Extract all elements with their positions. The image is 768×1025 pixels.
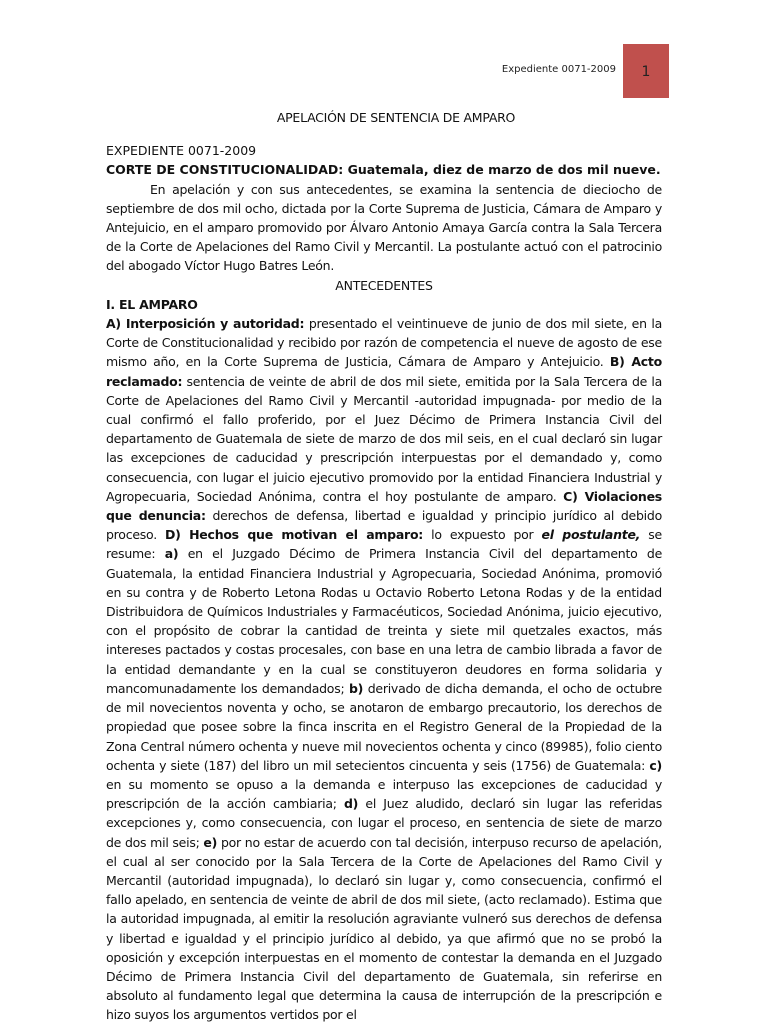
text-hechos: lo expuesto por: [423, 527, 542, 543]
sub-text-e: por no estar de acuerdo con tal decisión, interpuso recurso de apelación, el cual al ser conocido por la Sala Tercera de la Corte de Apelaciones del Ramo Civil y Mercantil (autoridad impugnada), lo declaró sin lugar y, como consecuencia, confirmó el fallo apelado, en sentencia de veinte de abril de dos mil siete, (acto reclamado). Estima que la autoridad impugnada, al emitir la resolución agraviante vulneró sus derechos de defensa y libertad e igualdad y el principio jurídico al debido, ya que afirmó que no se probó la oposición y excepción interpuestas en el momento de contestar la demanda en el Juzgado Décimo de Primera Instancia Civil del departamento de Guatemala, sin referirse en absoluto al fundamento legal que determina la causa de interrupción de la prescripción e hizo suyos los argumentos vertidos por el: [106, 834, 662, 1023]
antecedentes-heading: ANTECEDENTES: [335, 277, 433, 293]
text-hechos-resume: se resume:: [106, 527, 662, 562]
sub-text-d: el Juez aludido, declaró sin lugar las referidas excepciones y, como consecuencia, con lugar el proceso, en sentencia de siete de marzo de dos mil seis;: [106, 796, 662, 850]
sub-text-a: en el Juzgado Décimo de Primera Instancia Civil del departamento de Guatemala, la entidad Financiera Industrial y Agropecuaria, Sociedad Anónima, promovió en su contra y de Roberto Letona Rodas u Octavio Roberto Letona Rodas y de la entidad Distribuidora de Químicos Industriales y Farmacéuticos, Sociedad Anónima, juicio ejecutivo, con el propósito de cobrar la cantidad de treinta y siete mil quetzales exactos, más intereses pactados y costas procesales, con base en una letra de cambio librada a favor de la entidad demandante y en la cual se constituyeron deudores en forma solidaria y mancomunadamente los demandados;: [106, 546, 663, 696]
section-heading-el-amparo: I. EL AMPARO: [106, 296, 198, 312]
sub-label-d: d): [343, 796, 359, 812]
label-violaciones: C) Violaciones que denuncia:: [106, 488, 662, 524]
page-number: 1: [641, 64, 651, 80]
label-hechos: D) Hechos que motivan el amparo:: [165, 527, 424, 543]
label-interposicion: A) Interposición y autoridad:: [106, 316, 305, 332]
document-title: APELACIÓN DE SENTENCIA DE AMPARO: [276, 110, 516, 125]
intro-paragraph: En apelación y con sus antecedentes, se examina la sentencia de dieciocho de septiembre de dos mil ocho, dictada por la Corte Suprema de Justicia, Cámara de Amparo y Antejuicio, en el amparo promovido por Álvaro Antonio Amaya García contra la Sala Tercera de la Corte de Apelaciones del Ramo Civil y Mercantil. La postulante actuó con el patrocinio del abogado Víctor Hugo Batres León.: [106, 181, 662, 274]
sub-label-a: a): [164, 546, 179, 562]
sub-text-b: derivado de dicha demanda, el ocho de octubre de mil novecientos noventa y ocho, se anotaron de embargo precautorio, los derechos de propiedad que posee sobre la finca inscrita en el Registro General de la Propiedad de la Zona Central número ochenta y nueve mil novecientos ochenta y cinco (89985), folio ciento ochenta y siete (187) del libro un mil setecientos cincuenta y seis (1756) de Guatemala:: [106, 680, 662, 773]
header-expediente-reference: Expediente 0071-2009: [501, 64, 616, 75]
corte-date-line: CORTE DE CONSTITUCIONALIDAD: Guatemala, diez de marzo de dos mil nueve.: [106, 162, 661, 178]
sub-label-b: b): [348, 680, 364, 696]
sub-text-c: en su momento se opuso a la demanda e interpuso las excepciones de caducidad y prescripción de la acción cambiaria;: [106, 776, 662, 812]
text-violaciones: derechos de defensa, libertad e igualdad y principio jurídico al debido proceso.: [106, 508, 662, 543]
amparo-main-paragraph: [106, 314, 662, 1025]
document-body: [106, 108, 662, 1025]
label-acto-reclamado: B) Acto reclamado:: [106, 354, 662, 389]
expediente-line: EXPEDIENTE 0071-2009: [106, 143, 257, 159]
page-header: [0, 0, 768, 100]
label-el-postulante: el postulante,: [541, 527, 641, 543]
text-interposicion: presentado el veintinueve de junio de dos mil siete, en la Corte de Constitucionalidad y recibido por razón de competencia el nueve de agosto de ese mismo año, en la Corte Suprema de Justicia, Cámara de Amparo y Antejuicio.: [106, 316, 662, 370]
page-number-badge: [623, 44, 669, 98]
sub-label-c: c): [649, 757, 662, 773]
text-acto-reclamado: sentencia de veinte de abril de dos mil siete, emitida por la Sala Tercera de la Corte de Apelaciones del Ramo Civil y Mercantil -autoridad impugnada- por medio de la cual confirmó el fallo proferido, por el Juez Décimo de Primera Instancia Civil del departamento de Guatemala de siete de marzo de dos mil seis, en el cual declaró sin lugar las excepciones de caducidad y prescripción interpuestas por el demandado y, como consecuencia, con lugar el juicio ejecutivo promovido por la entidad Financiera Industrial y Agropecuaria, Sociedad Anónima, contra el hoy postulante de amparo.: [106, 373, 662, 504]
sub-label-e: e): [203, 834, 218, 850]
